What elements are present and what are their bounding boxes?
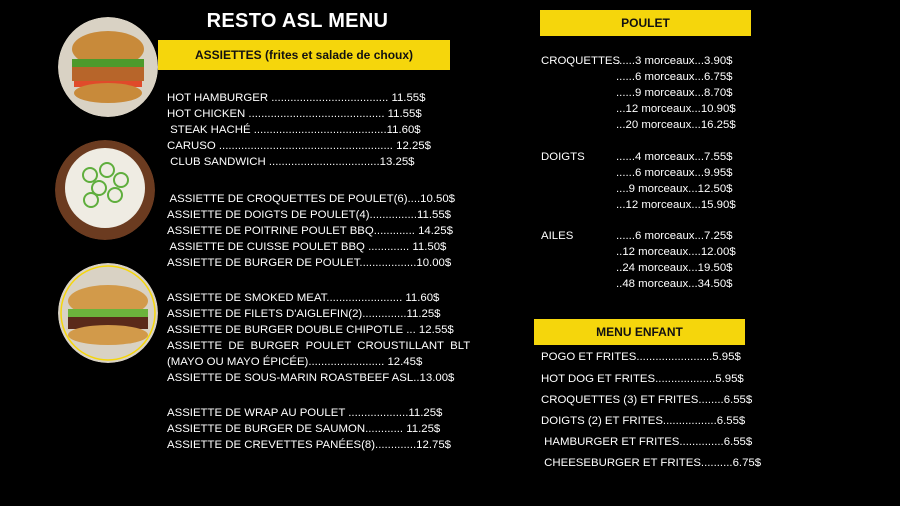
menu-item: ASSIETTE DE BURGER POULET CROUSTILLANT BLT: [167, 340, 471, 352]
menu-item: ASSIETTE DE CROQUETTES DE POULET(6)....10.50$: [167, 193, 456, 205]
menu-item: HOT CHICKEN ........................................... 11.55$: [167, 108, 422, 120]
menu-enfant-band: MENU ENFANT: [534, 319, 745, 345]
poulet-line: ......9 morceaux...8.70$: [616, 87, 733, 99]
menu-item: CLUB SANDWICH ...................................13.25$: [167, 156, 415, 168]
menu-item: ASSIETTE DE DOIGTS DE POULET(4)...............11.55$: [167, 209, 451, 221]
menu-enfant-item: CROQUETTES (3) ET FRITES........6.55$: [541, 394, 753, 406]
poulet-line: ...12 morceaux...15.90$: [616, 199, 736, 211]
menu-enfant-item: CHEESEBURGER ET FRITES..........6.75$: [541, 457, 762, 469]
poulet-line: ..48 morceaux...34.50$: [616, 278, 733, 290]
burger-photo: [58, 17, 158, 117]
menu-enfant-item: HAMBURGER ET FRITES..............6.55$: [541, 436, 753, 448]
poulet-line: ......6 morceaux...6.75$: [616, 71, 733, 83]
sandwich-photo: [55, 140, 155, 240]
poulet-line: ...20 morceaux...16.25$: [616, 119, 736, 131]
menu-item: STEAK HACHÉ ..........................................11.60$: [167, 124, 421, 136]
poulet-line: ..24 morceaux...19.50$: [616, 262, 733, 274]
poulet-label: DOIGTS: [541, 151, 585, 163]
menu-item: HOT HAMBURGER ..................................... 11.55$: [167, 92, 426, 104]
smoked-meat-photo: [58, 263, 158, 363]
poulet-label: CROQUETTES: [541, 55, 621, 67]
menu-item: ASSIETTE DE BURGER DOUBLE CHIPOTLE ... 12.55$: [167, 324, 454, 336]
poulet-line: ..12 morceaux....12.00$: [616, 246, 736, 258]
menu-enfant-item: DOIGTS (2) ET FRITES.................6.55$: [541, 415, 746, 427]
poulet-line: ......4 morceaux...7.55$: [616, 151, 733, 163]
menu-item: ASSIETTE DE SOUS-MARIN ROASTBEEF ASL..13.00$: [167, 372, 455, 384]
menu-item: ASSIETTE DE BURGER DE POULET..................10.00$: [167, 257, 452, 269]
menu-item: ASSIETTE DE FILETS D'AIGLEFIN(2)..............11.25$: [167, 308, 441, 320]
poulet-line: ......3 morceaux...3.90$: [616, 55, 733, 67]
menu-item: ASSIETTE DE CUISSE POULET BBQ ............. 11.50$: [167, 241, 447, 253]
menu-enfant-item: POGO ET FRITES........................5.95$: [541, 351, 741, 363]
poulet-line: ......6 morceaux...7.25$: [616, 230, 733, 242]
menu-enfant-item: HOT DOG ET FRITES...................5.95$: [541, 373, 744, 385]
menu-item: ASSIETTE DE CREVETTES PANÉES(8).............12.75$: [167, 439, 452, 451]
menu-item: ASSIETTE DE BURGER DE SAUMON............ 11.25$: [167, 423, 441, 435]
menu-item: CARUSO ....................................................... 12.25$: [167, 140, 431, 152]
poulet-line: ......6 morceaux...9.95$: [616, 167, 733, 179]
menu-item: ASSIETTE DE WRAP AU POULET ...................11.25$: [167, 407, 443, 419]
menu-item: ASSIETTE DE SMOKED MEAT........................ 11.60$: [167, 292, 440, 304]
poulet-band: POULET: [540, 10, 751, 36]
poulet-line: ...12 morceaux...10.90$: [616, 103, 736, 115]
menu-title: RESTO ASL MENU: [206, 10, 389, 32]
poulet-label: AILES: [541, 230, 574, 242]
menu-item: (MAYO OU MAYO ÉPICÉE)........................ 12.45$: [167, 356, 423, 368]
assiettes-band: ASSIETTES (frites et salade de choux): [158, 40, 450, 70]
menu-item: ASSIETTE DE POITRINE POULET BBQ............. 14.25$: [167, 225, 453, 237]
poulet-line: ....9 morceaux...12.50$: [616, 183, 733, 195]
